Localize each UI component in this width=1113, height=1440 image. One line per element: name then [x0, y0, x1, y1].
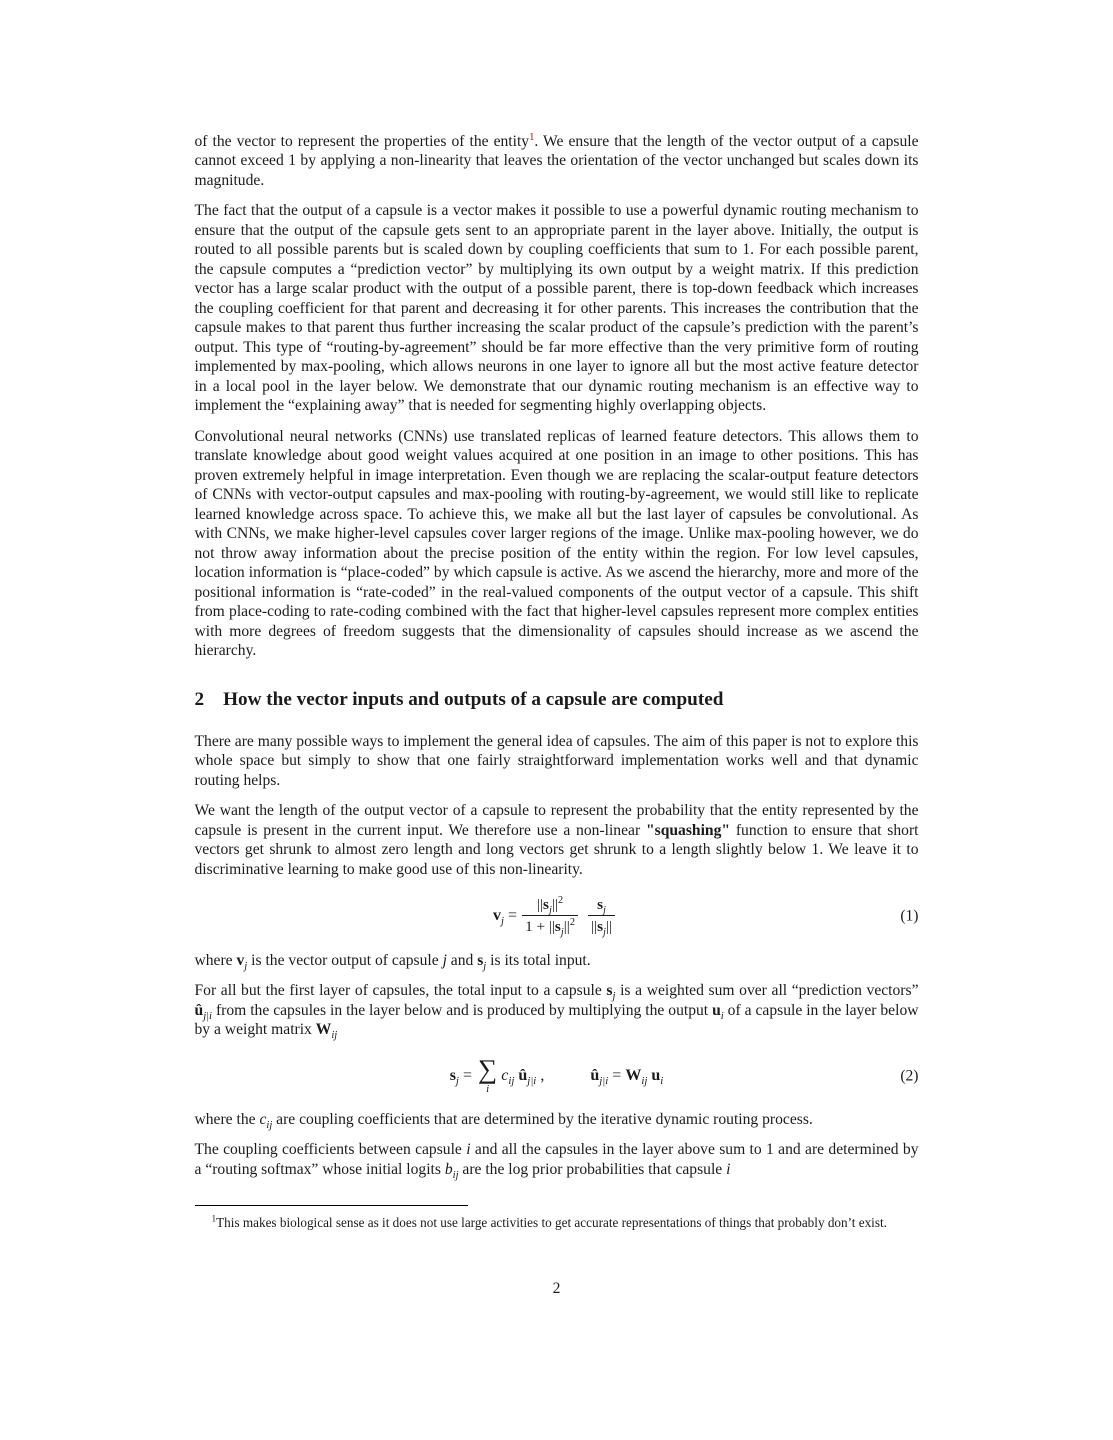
equation-1-fraction-2: [588, 896, 615, 939]
equation-2-rhs: $û_{j|i} = W_{ij}$ $u_i$: [590, 1066, 664, 1087]
footnote-ref-link[interactable]: 1: [529, 131, 535, 143]
summation-index: i: [486, 1082, 490, 1095]
paragraph-total-input: For all but the first layer of capsules, the total input to a capsule $s_j$ is a weighted sum over all “prediction vectors” $û_{j|i}$ from the capsules in the layer below and is produced by multiplying the output $u_i$ of a capsule in the layer below by a weight matrix $W_{ij}$: [194, 982, 919, 1042]
fraction-numerator: $s_j$: [597, 896, 606, 917]
equation-2: [195, 1053, 919, 1095]
equation-1: [195, 894, 919, 939]
paragraph-entity-properties: of the vector to represent the properties of the entity$^1$. We ensure that the length of the vector output of a capsule cannot exceed 1 by applying a non-linearity that leaves the orientation of the vector unchanged but scales down its magnitude.: [194, 131, 919, 189]
equation-1-number: (1): [900, 907, 919, 925]
sigma-glyph: ∑: [477, 1053, 498, 1084]
section-heading: [195, 688, 919, 711]
fraction-denominator: $||s_j||$: [588, 915, 615, 935]
equation-2-lhs: $s_j$ =: [449, 1066, 472, 1087]
equation-2-number: (2): [900, 1066, 919, 1084]
summation-symbol: [477, 1053, 498, 1095]
equation-1-lhs: $v_j$ =: [493, 906, 518, 928]
equation-2-body: [449, 1053, 664, 1095]
footnote-1: $^1$This makes biological sense as it does not use large activities to get accurate representations of things that probably don’t exist.: [211, 1213, 887, 1230]
equation-2-term: $c_{ij}$ $û_{j|i}$ ,: [501, 1066, 545, 1087]
paragraph-dynamic-routing: The fact that the output of a capsule is a vector makes it possible to use a powerful dynamic routing mechanism to ensure that the output of the capsule gets sent to an appropriate parent in the layer above. Initially, the output is routed to all possible parents but is scaled down by coupling coefficients that sum to 1. For each possible parent, the capsule computes a “prediction vector” by multiplying its own output by a weight matrix. If this prediction vector has a large scalar product with the output of a possible parent, there is top-down feedback which increases the coupling coefficient for that parent and decreasing it for other parents. This increases the contribution that the capsule makes to that parent thus further increasing the scalar product of the capsule’s prediction with the parent’s output. This type of “routing-by-agreement” should be far more effective than the very primitive form of routing implemented by max-pooling, which allows neurons in one layer to ignore all but the most active feature detector in a local pool in the layer below. We demonstrate that our dynamic routing mechanism is an effective way to implement the “explaining away” that is needed for segmenting highly overlapping objects.: [194, 202, 919, 415]
paragraph-cnn-comparison: Convolutional neural networks (CNNs) use translated replicas of learned feature detectors. This allows them to translate knowledge about good weight values acquired at one position in an image to other positions. This has proven extremely helpful in image interpretation. Even though we are replacing the scalar-output feature detectors of CNNs with vector-output capsules and max-pooling with routing-by-agreement, we would still like to replicate learned knowledge across space. To achieve this, we make all but the last layer of capsules be convolutional. As with CNNs, we make higher-level capsules cover larger regions of the image. Unlike max-pooling however, we do not throw away information about the precise position of the entity within the region. For low level capsules, location information is “place-coded” by which capsule is active. As we ascend the hierarchy, more and more of the positional information is “rate-coded” in the real-valued components of the output vector of a capsule. This shift from place-coding to rate-coding combined with the fact that higher-level capsules represent more complex entities with more degrees of freedom suggests that the dimensionality of capsules should increase as we ascend the hierarchy.: [194, 427, 919, 660]
equation-1-body: [493, 894, 620, 939]
footnote-area: [195, 1205, 919, 1231]
equation-1-fraction-1: [522, 894, 578, 939]
paragraph-where-vj: where $v_j$ is the vector output of capsule j and $s_j$ is its total input.: [194, 951, 591, 973]
page-number: 2: [552, 1280, 561, 1298]
section-title: How the vector inputs and outputs of a capsule are computed: [223, 688, 724, 710]
paragraph-implementation-aim: There are many possible ways to implement the general idea of capsules. The aim of this paper is not to explore this whole space but simply to show that one fairly straightforward implementation works well and that dynamic routing helps.: [194, 732, 919, 789]
section-number: 2: [194, 688, 205, 710]
fraction-denominator: $1 + ||s_j||^2$: [522, 915, 578, 935]
fraction-numerator: $||s_j||^2$: [536, 894, 564, 917]
paper-page: [195, 0, 919, 1440]
paragraph-squashing: We want the length of the output vector of a capsule to represent the probability that the entity represented by the capsule is present in the current input. We therefore use a non-linear "squashing" function to ensure that short vectors get shrunk to almost zero length and long vectors get shrunk to a length slightly below 1. We leave it to discriminative learning to make good use of this non-linearity.: [194, 802, 919, 878]
footnote-rule: [195, 1205, 468, 1206]
paragraph-where-cij: where the $c_{ij}$ are coupling coefficients that are determined by the iterative dynamic routing process.: [194, 1110, 813, 1131]
paragraph-coupling-coefficients: The coupling coefficients between capsule i and all the capsules in the layer above sum to 1 and are determined by a “routing softmax” whose initial logits $b_{ij}$ are the log prior probabilities that capsule i: [194, 1141, 919, 1181]
